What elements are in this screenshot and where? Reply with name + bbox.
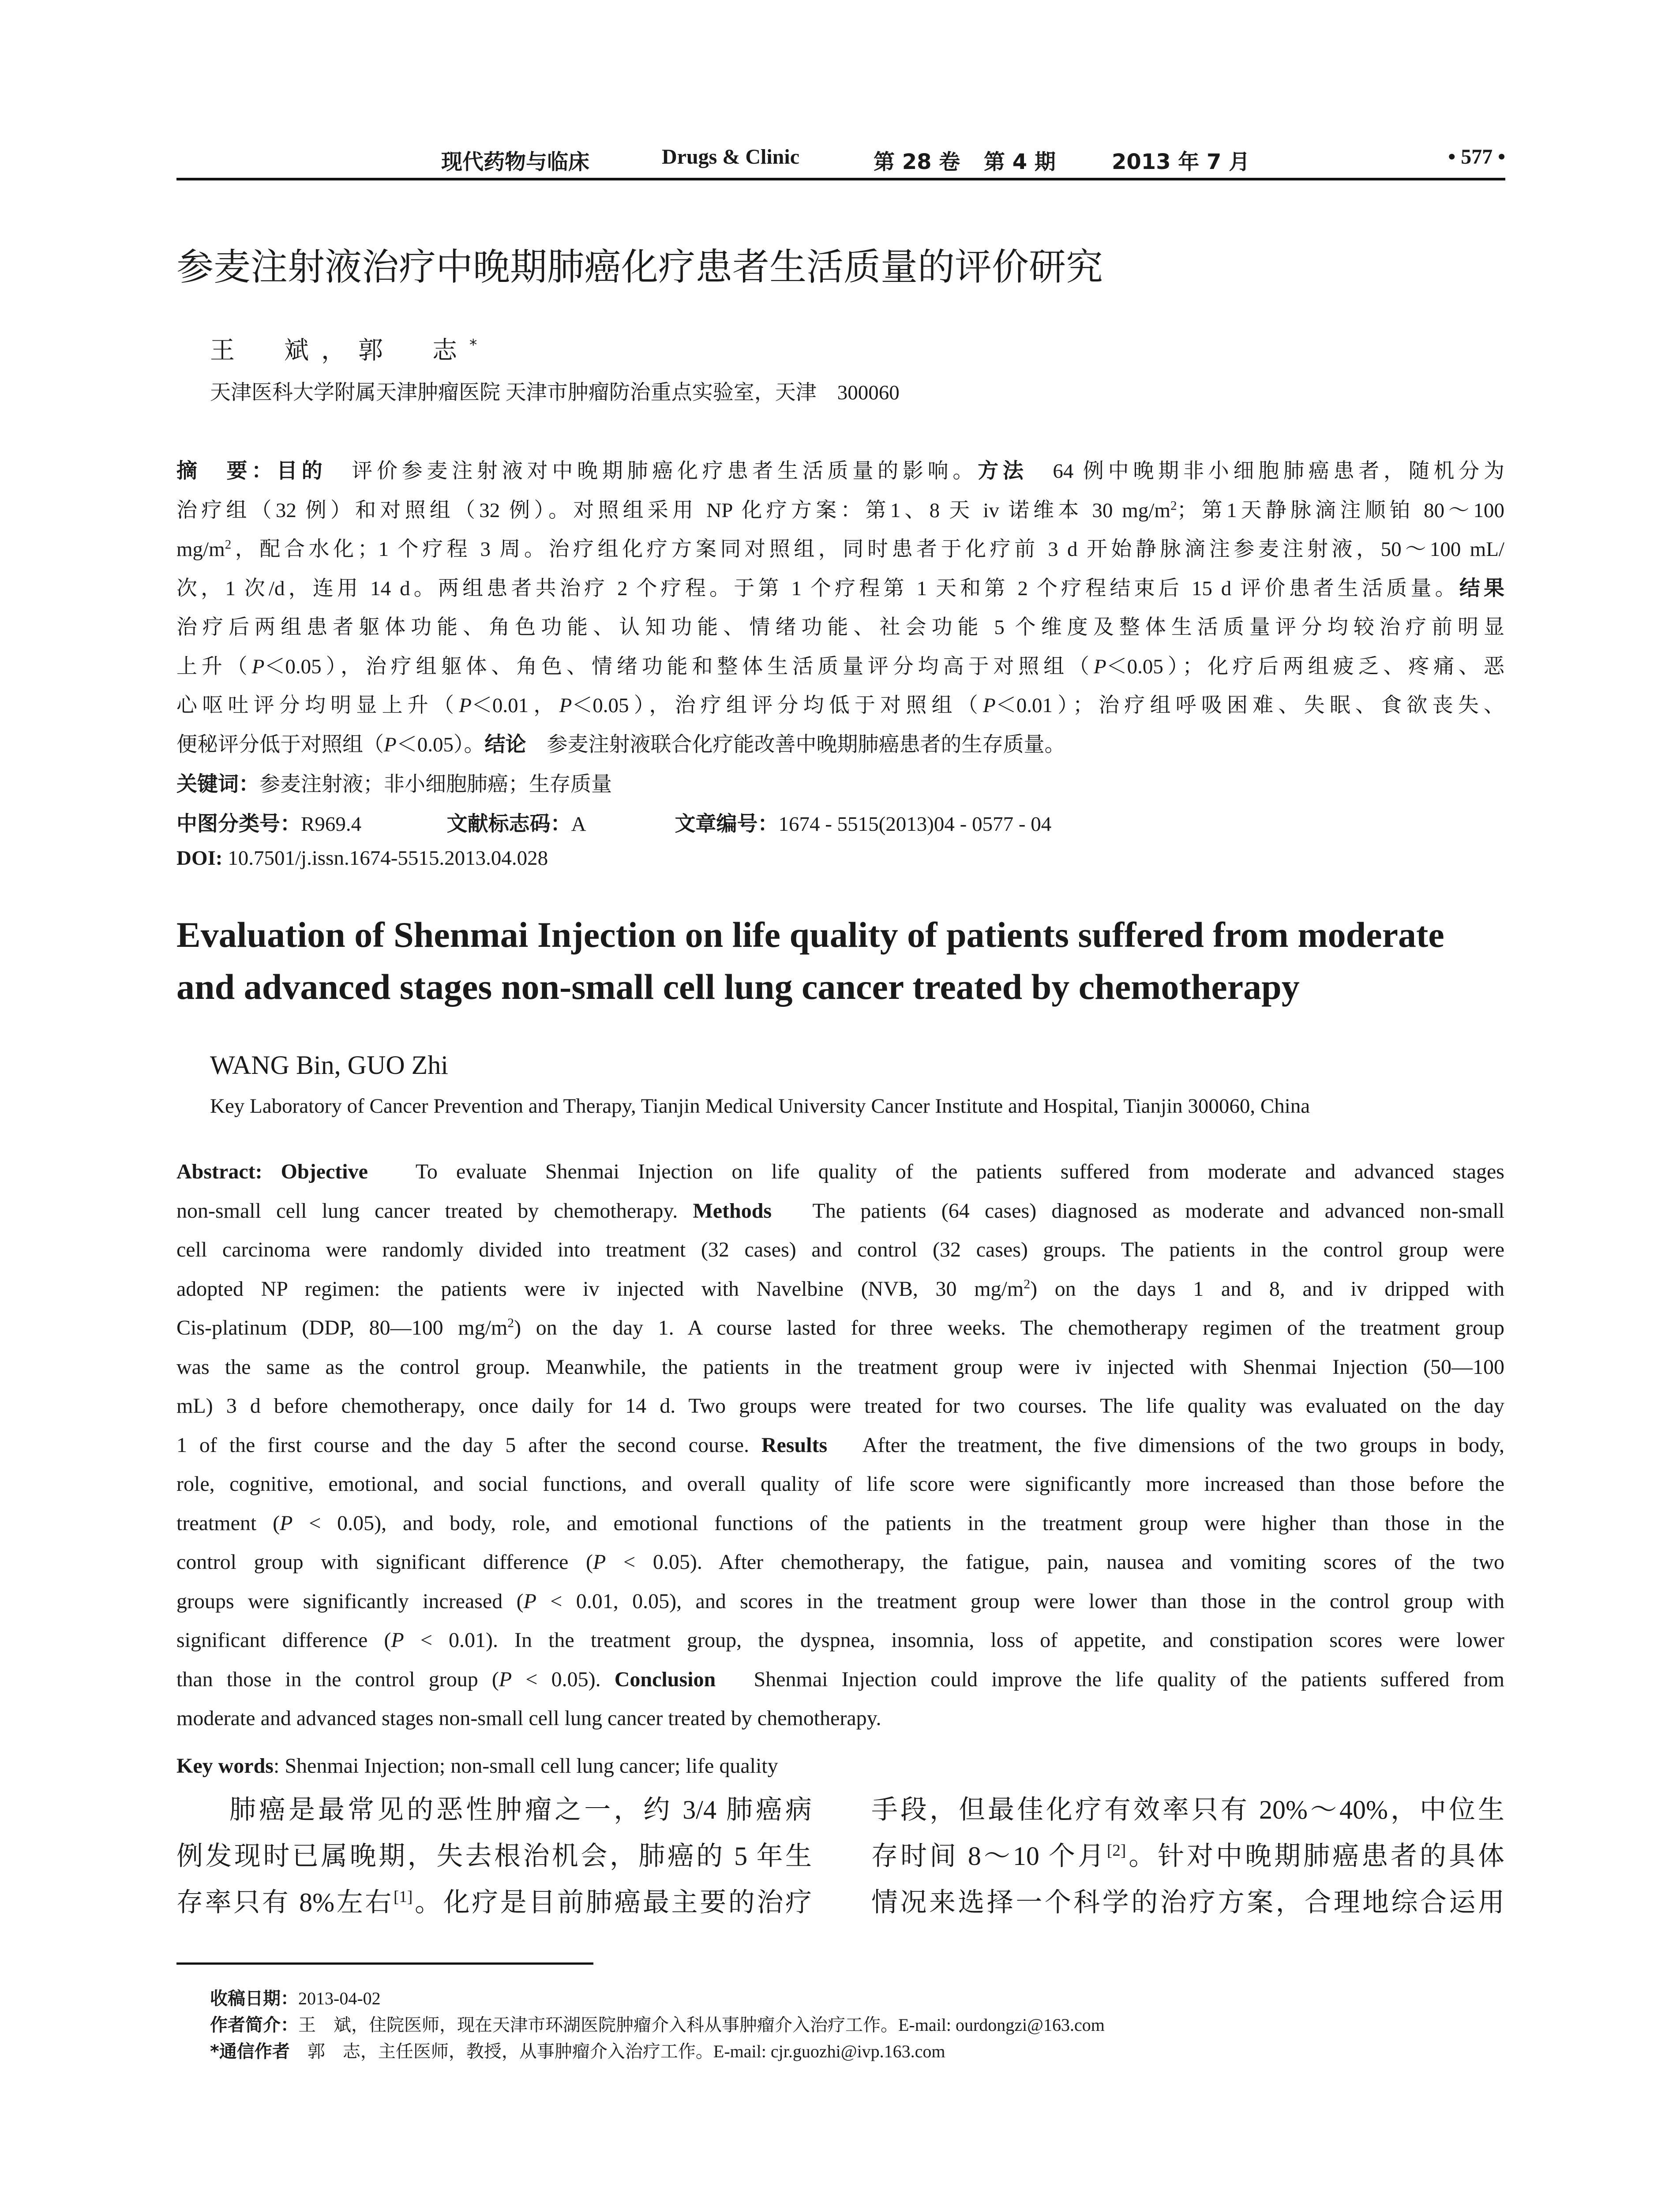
abstract-cn-line: 心呕吐评分均明显上升（P＜0.01，P＜0.05），治疗组评分均低于对照组（P＜0.01）；治疗组呼吸困难、失眠、食欲丧失、 (176, 694, 1505, 717)
title-en (176, 909, 1505, 1013)
received-label: 收稿日期： (210, 1988, 298, 2009)
running-header (176, 140, 1505, 176)
author-bio-label: 作者简介： (210, 2015, 298, 2035)
abstract-en-line: adopted NP regimen: the patients were iv injected with Navelbine (NVB, 30 $mg/m^2$) on the days 1 and 8, and iv dripped with (176, 1276, 1505, 1301)
abstract-cn-line: 便秘评分低于对照组（P＜0.05）。结论 参麦注射液联合化疗能改善中晚期肺癌患者的生存质量。 (176, 732, 1065, 757)
abstract-en-line: moderate and advanced stages non-small cell lung cancer treated by chemotherapy. (176, 1707, 881, 1730)
abstract-en-line: Abstract: Objective To evaluate Shenmai Injection on life quality of the patients suffered from moderate and advanced stages (176, 1160, 1504, 1183)
doi-label: DOI: (176, 847, 223, 870)
doc-code-label: 文献标志码： (446, 812, 571, 836)
abstract-en-line: than those in the control group (P < 0.05). Conclusion Shenmai Injection could improve the life quality of the patients suffered from (176, 1667, 1504, 1691)
keywords-cn-label: 关键词： (176, 772, 259, 796)
abstract-en-line: 1 of the first course and the day 5 after the second course. Results After the treatment, the five dimensions of the two groups in body, (176, 1433, 1504, 1457)
body-right-column (871, 1787, 1504, 1926)
keywords-cn-text: 参麦注射液；非小细胞肺癌；生存质量 (259, 773, 612, 796)
title-en-line: Evaluation of Shenmai Injection on life quality of patients suffered from moderate (176, 915, 1444, 955)
affiliation-cn: 天津医科大学附属天津肿瘤医院 天津市肿瘤防治重点实验室，天津 300060 (210, 381, 900, 404)
page-number: • 577 • (1448, 145, 1505, 169)
abstract-en-line: non-small cell lung cancer treated by chemotherapy. Methods The patients (64 cases) diagnosed as moderate and advanced non-small (176, 1199, 1504, 1223)
abstract-cn-line: $mg/m^2$，配合水化；1 个疗程 3 周。治疗组化疗方案同对照组，同时患者于化疗前 3 d 开始静脉滴注参麦注射液，50～100 mL/ (176, 537, 1504, 561)
abstract-en-line: cell carcinoma were randomly divided into treatment (32 cases) and control (32 cases) groups. The patients in the control group were (176, 1238, 1504, 1261)
issue-date: 2013 年 7 月 (1112, 150, 1250, 174)
authors-cn-names: 王 斌，郭 志 (210, 336, 469, 365)
clc-label: 中图分类号： (176, 812, 301, 836)
abstract-cn-line: 次，1 次/d，连用 14 d。两组患者共治疗 2 个疗程。于第 1 个疗程第 1 天和第 2 个疗程结束后 15 d 评价患者生活质量。结果 (176, 576, 1505, 600)
classification-line (176, 807, 1051, 837)
body-left-column (176, 1787, 812, 1926)
abstract-cn-line: 治疗后两组患者躯体功能、角色功能、认知功能、情绪功能、社会功能 5 个维度及整体生活质量评分均较治疗前明显 (176, 616, 1504, 639)
body-line: 存率只有 8%左右[1]。化疗是目前肺癌最主要的治疗 (176, 1888, 812, 1917)
body-line: 肺癌是最常见的恶性肿瘤之一，约 3/4 肺癌病 (229, 1795, 812, 1824)
abstract-en-line: was the same as the control group. Meanwhile, the patients in the treatment group were iv injected with Shenmai Injection (50—100 (176, 1355, 1504, 1379)
abstract-en-line: mL) 3 d before chemotherapy, once daily for 14 d. Two groups were treated for two courses. The life quality was evaluated on the day (176, 1394, 1504, 1418)
abstract-en-line: groups were significantly increased (P < 0.01, 0.05), and scores in the treatment group were lower than those in the control group with (176, 1589, 1505, 1613)
body-line: 存时间 8～10 个月[2]。针对中晚期肺癌患者的具体 (871, 1842, 1505, 1871)
received-date: 2013-04-02 (298, 1988, 381, 2008)
doi-line (176, 846, 548, 870)
corresponding-mark: * (469, 336, 490, 354)
body-line: 情况来选择一个科学的治疗方案，合理地综合运用 (871, 1888, 1504, 1917)
title-en-line: and advanced stages non-small cell lung cancer treated by chemotherapy (176, 967, 1300, 1007)
body-line: 手段，但最佳化疗有效率只有 20%～40%，中位生 (871, 1795, 1504, 1824)
journal-name-en: Drugs & Clinic (662, 145, 799, 169)
abstract-en-line: treatment (P < 0.05), and body, role, and emotional functions of the patients in the treatment group were higher than those in the (176, 1511, 1504, 1535)
article-no-label: 文章编号： (675, 812, 779, 836)
footnote-received (210, 1985, 381, 2012)
corresponding-label: *通信作者 (210, 2041, 290, 2062)
body-line: 例发现时已属晚期，失去根治机会，肺癌的 5 年生 (176, 1842, 812, 1871)
keywords-en (176, 1754, 778, 1778)
footnote-rule (176, 1962, 593, 1965)
header-rule (176, 178, 1505, 180)
footnote-author-bio (210, 2012, 1105, 2038)
abstract-en-line: control group with significant difference (P < 0.05). After chemotherapy, the fatigue, pain, nausea and vomiting scores of the two (176, 1550, 1504, 1574)
keywords-cn (176, 768, 612, 797)
title-cn: 参麦注射液治疗中晚期肺癌化疗患者生活质量的评价研究 (176, 245, 1103, 289)
volume: 第 28 卷 (874, 150, 960, 174)
article-no-value: 1674 - 5515(2013)04 - 0577 - 04 (778, 813, 1052, 836)
abstract-cn-line: 上升（P＜0.05），治疗组躯体、角色、情绪功能和整体生活质量评分均高于对照组（P＜0.05）；化疗后两组疲乏、疼痛、恶 (176, 655, 1505, 678)
abstract-en-line: significant difference (P < 0.01). In the treatment group, the dyspnea, insomnia, loss of appetite, and constipation scores were lower (176, 1628, 1504, 1652)
keywords-en-text: : Shenmai Injection; non-small cell lung cancer; life quality (273, 1754, 778, 1778)
doi-value: 10.7501/j.issn.1674-5515.2013.04.028 (228, 847, 548, 870)
authors-cn (210, 331, 489, 366)
abstract-cn-line: 摘 要：目的 评价参麦注射液对中晚期肺癌化疗患者生活质量的影响。方法 64 例中晚期非小细胞肺癌患者，随机分为 (176, 459, 1505, 483)
abstract-en-line: role, cognitive, emotional, and social functions, and overall quality of life score were significantly more increased than those before the (176, 1472, 1504, 1496)
abstract-en-line: Cis-platinum (DDP, 80—100 $mg/m^2$) on the day 1. A course lasted for three weeks. The chemotherapy regimen of the treatment group (176, 1316, 1505, 1339)
clc-value: R969.4 (301, 813, 362, 836)
doc-code-value: A (571, 813, 585, 836)
issue: 第 4 期 (984, 150, 1056, 174)
footnote-corresponding (210, 2038, 945, 2065)
affiliation-en: Key Laboratory of Cancer Prevention and Therapy, Tianjin Medical University Cancer Institute and Hospital, Tianjin 300060, China (210, 1095, 1310, 1118)
keywords-en-label: Key words (176, 1754, 274, 1778)
corresponding-text: 郭 志，主任医师，教授，从事肿瘤介入治疗工作。E-mail: cjr.guozhi@ivp.163.com (289, 2041, 945, 2061)
authors-en: WANG Bin, GUO Zhi (210, 1050, 448, 1080)
author-bio-text: 王 斌，住院医师，现在天津市环湖医院肿瘤介入科从事肿瘤介入治疗工作。E-mail: ourdongzi@163.com (298, 2015, 1105, 2035)
journal-name-cn: 现代药物与临床 (441, 150, 590, 174)
abstract-cn-line: 治疗组（32 例）和对照组（32 例）。对照组采用 NP 化疗方案：第1、8 天 iv 诺维本 30 $mg/m^2$；第1天静脉滴注顺铂 80～100 (176, 498, 1504, 522)
